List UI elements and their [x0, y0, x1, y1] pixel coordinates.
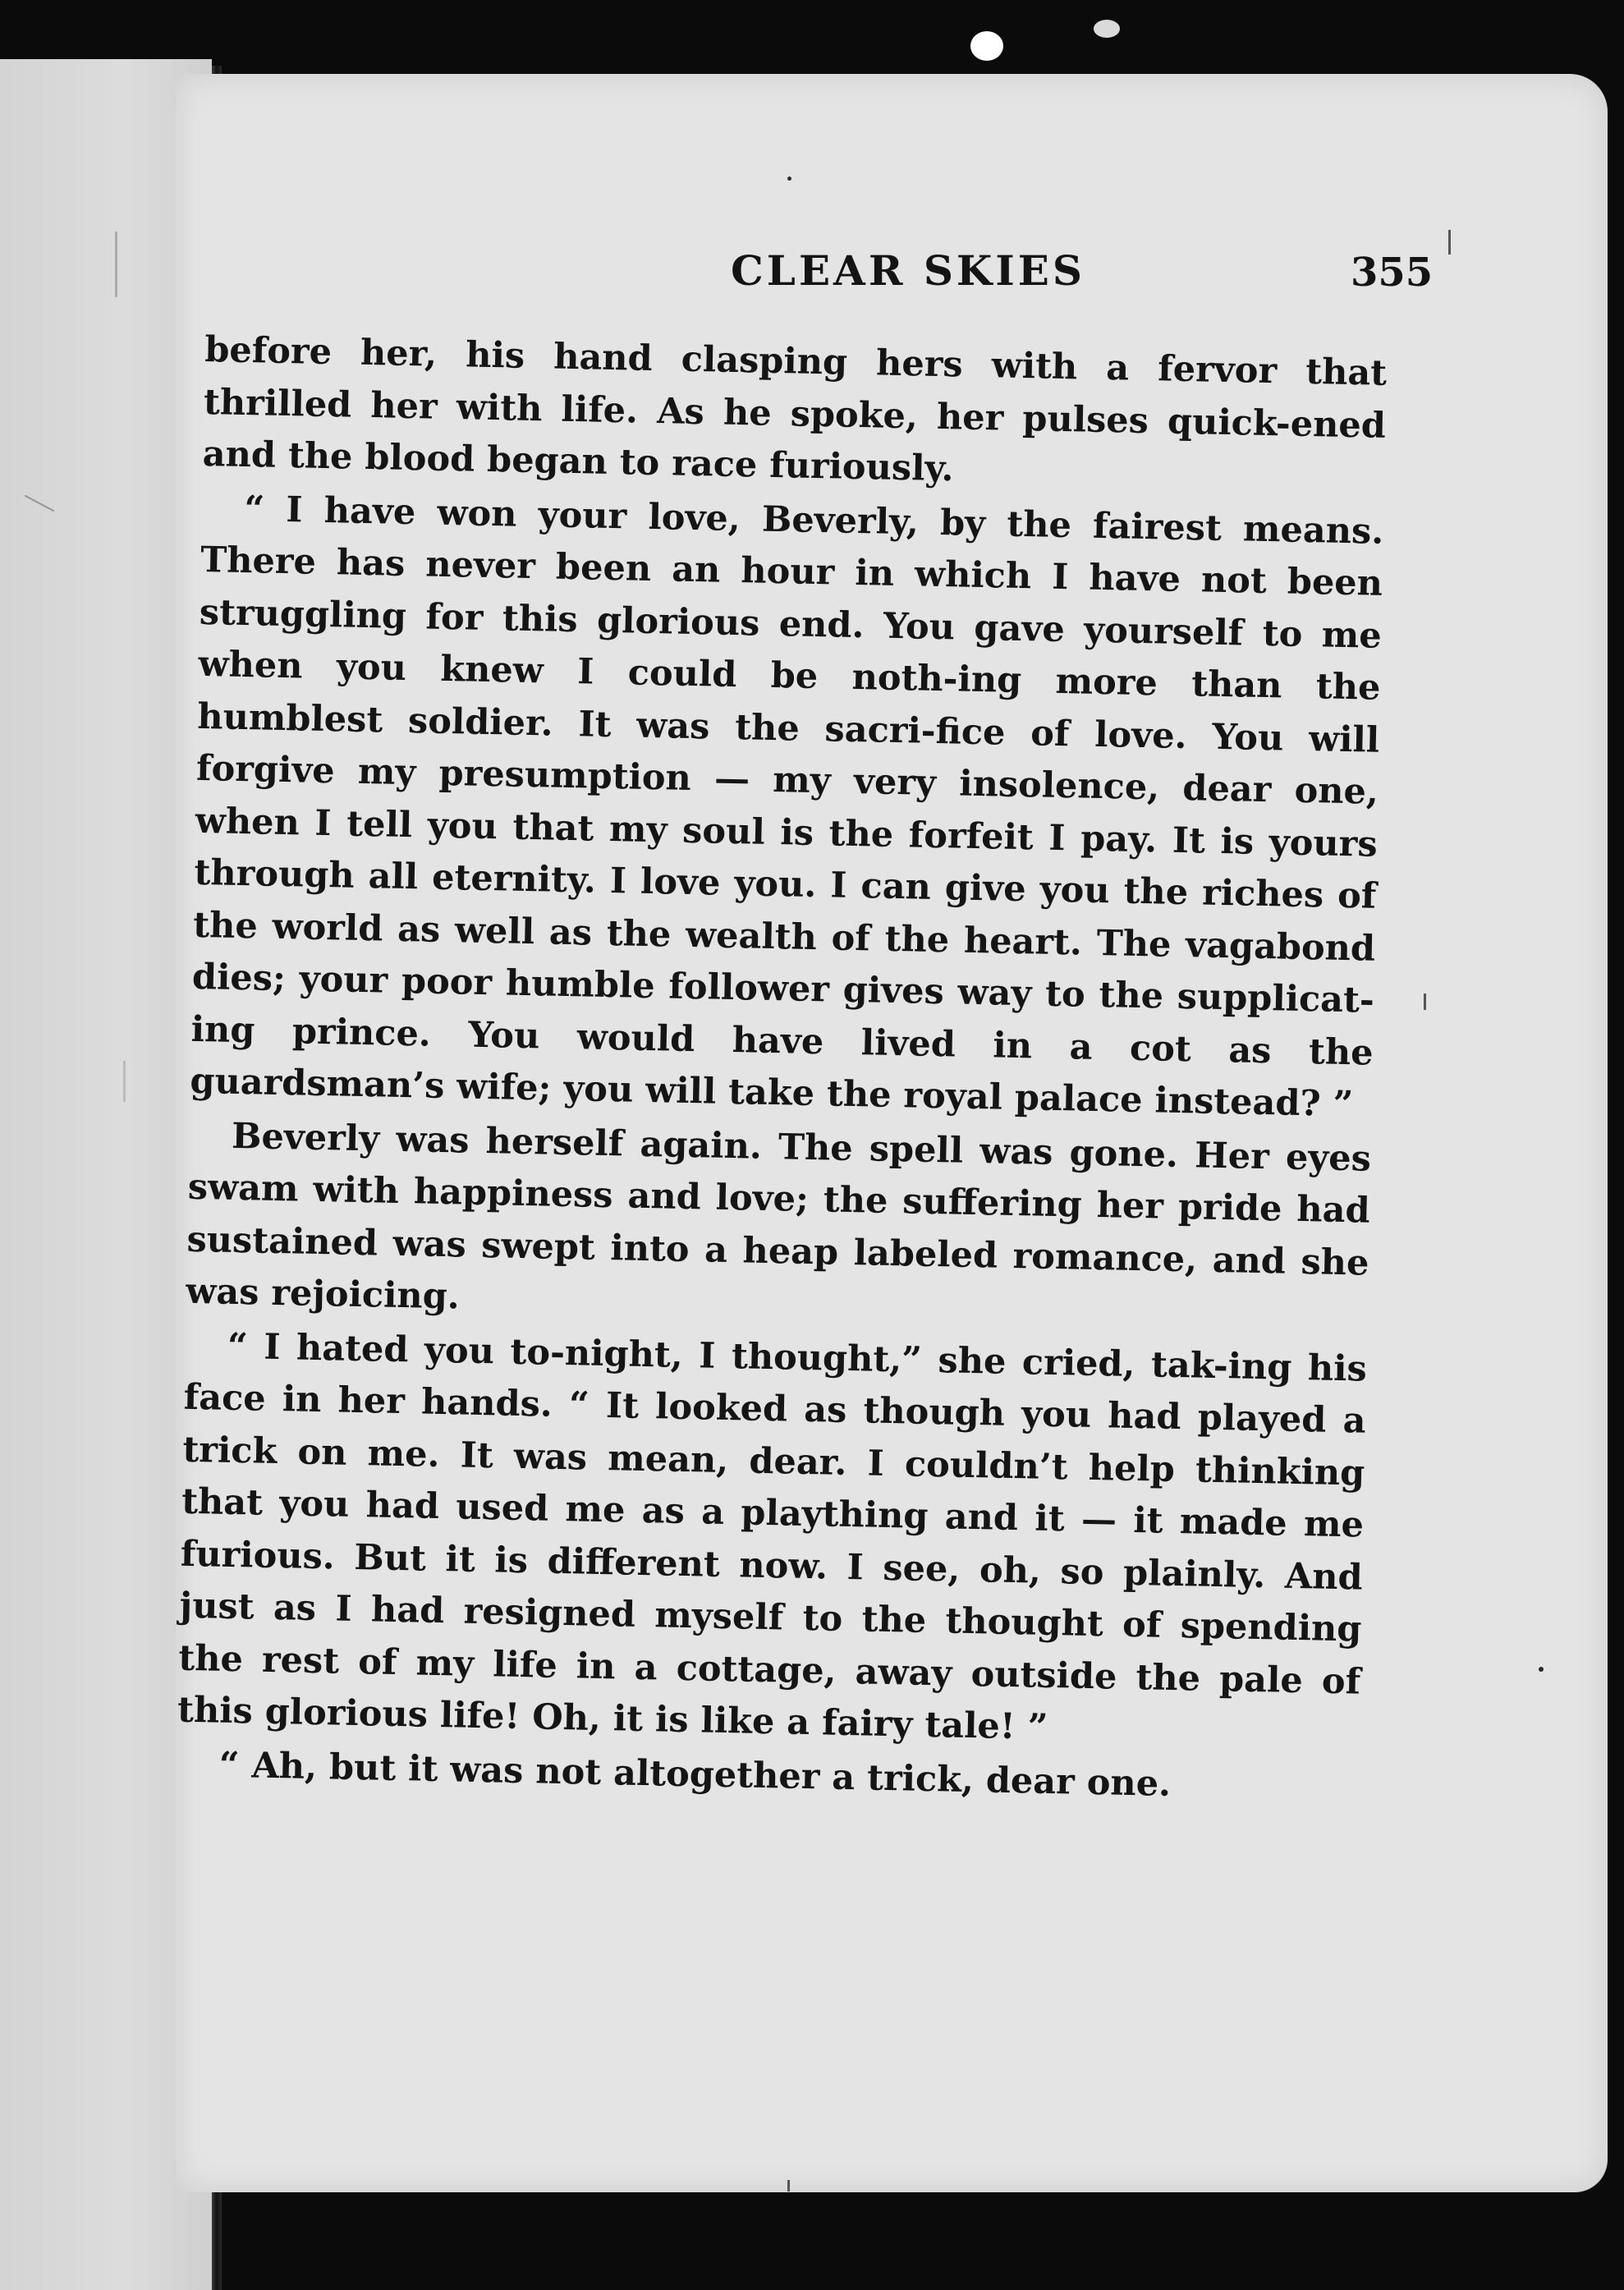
page-mark [1448, 230, 1451, 255]
page-mark [115, 232, 117, 297]
page-mark [25, 495, 54, 512]
page-mark [787, 2180, 790, 2191]
page-body-text [176, 324, 1388, 1816]
paragraph: “ I have won your love, Beverly, by the fairest means. There has never been an hour in which I have not been struggling for this glorious end. You gave yourself to me when you knew I could be noth-ing more than the humblest soldier. It was the sacri-fice of love. You will forgive my presumption — my very insolence, dear one, when I tell you that my soul is the forfeit I pay. It is yours through all eternity. I love you. I can give you the riches of the world as well as the wealth of the heart. The vagabond dies; your poor humble follower gives way to the supplicat-ing prince. You would have lived in a cot as the guardsman’s wife; you will take the royal palace instead? ” [189, 488, 1384, 1126]
paragraph: “ I hated you to-night, I thought,” she cried, tak-ing his face in her hands. “ It looked as though you had played a trick on me. It was mean, dear. I couldn’t help thinking that you had used me as a plaything and it — it made me furious. But it is different now. I see, oh, so plainly. And just as I had resigned myself to the thought of spending the rest of my life in a cottage, away outside the pale of this glorious life! Oh, it is like a fairy tale! ” [177, 1325, 1368, 1748]
page-number: 355 [1351, 250, 1434, 296]
page-speck [787, 177, 791, 181]
page-speck [1539, 1667, 1544, 1672]
paragraph: Beverly was herself again. The spell was gone. Her eyes swam with happiness and love; the suffering her pride had sustained was swept into a heap labeled romance, and she was rejoicing. [185, 1115, 1372, 1318]
page-mark [1424, 994, 1426, 1010]
paragraph: before her, his hand clasping hers with a fervor that thrilled her with life. As he spoke, her pulses quick-ened and the blood began to race furiously. [202, 328, 1388, 490]
running-head-area [213, 246, 1434, 320]
running-title: CLEAR SKIES [731, 246, 1085, 295]
page-mark [123, 1061, 126, 1102]
dust-speck [1094, 20, 1120, 38]
dust-speck [970, 31, 1003, 61]
paragraph: “ Ah, but it was not altogether a trick, dear one. [218, 1744, 1172, 1805]
running-head [213, 246, 1434, 320]
